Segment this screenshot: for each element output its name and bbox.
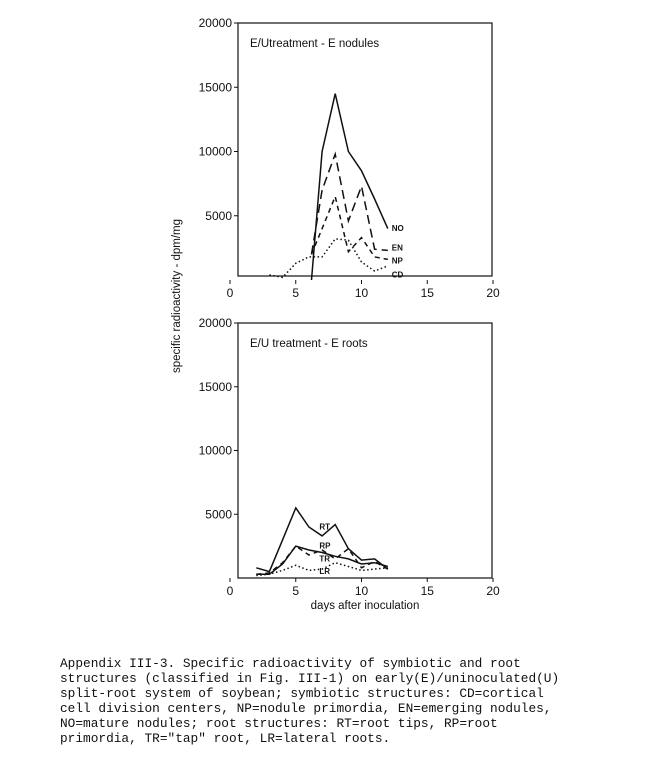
y-tick-label: 20000 [198, 316, 232, 330]
panel-title-roots: E/U treatment - E roots [250, 338, 368, 350]
y-tick-label: 10000 [198, 443, 232, 458]
series-line-no [312, 94, 388, 280]
caption-line: cell division centers, NP=nodule primordia, EN=emerging nodules, [60, 701, 552, 716]
y-tick-label: 10000 [198, 144, 232, 159]
panel-roots [199, 316, 500, 612]
y-tick-label: 20000 [198, 16, 232, 30]
caption-line: Appendix III-3. Specific radioactivity of symbiotic and root [60, 656, 521, 671]
x-tick-label: 5 [292, 584, 300, 598]
caption-line: NO=mature nodules; root structures: RT=root tips, RP=root [60, 716, 498, 731]
series-label-rp: RP [319, 541, 331, 551]
figure-caption [60, 656, 645, 746]
x-axis-title: days after inoculation [310, 600, 420, 612]
x-tick-label: 10 [354, 584, 369, 598]
caption-line: structures (classified in Fig. III-1) on early(E)/uninoculated(U) [60, 671, 560, 686]
x-tick-label: 20 [486, 584, 500, 598]
caption-line: split-root system of soybean; symbiotic structures: CD=cortical [60, 686, 544, 701]
plot-frame-nodules [238, 23, 492, 276]
plot-frame-roots [238, 323, 492, 578]
panel-nodules [199, 16, 500, 300]
series-line-cd [269, 239, 387, 278]
y-tick-label: 5000 [205, 208, 232, 223]
x-tick-label: 5 [292, 286, 300, 300]
series-label-lr: LR [319, 567, 331, 577]
x-tick-label: 0 [226, 286, 234, 300]
y-tick-label: 5000 [205, 507, 232, 522]
series-label-np: NP [391, 256, 403, 266]
caption-line: primordia, TR="tap" root, LR=lateral roots. [60, 731, 391, 746]
x-tick-label: 15 [420, 584, 434, 598]
x-tick-label: 10 [354, 286, 369, 300]
y-tick-label: 15000 [198, 379, 232, 394]
y-axis-title: specific radioactivity - dpm/mg [171, 218, 183, 374]
series-label-rt: RT [319, 522, 331, 532]
x-tick-label: 0 [226, 584, 234, 598]
series-label-tr: TR [319, 554, 331, 564]
x-tick-label: 15 [420, 286, 434, 300]
series-label-no: NO [391, 224, 404, 234]
y-tick-label: 15000 [198, 80, 232, 95]
x-tick-label: 20 [486, 286, 500, 300]
series-label-cd: CD [391, 270, 404, 280]
panel-title-nodules: E/Utreatment - E nodules [250, 38, 380, 50]
series-label-en: EN [391, 243, 403, 253]
